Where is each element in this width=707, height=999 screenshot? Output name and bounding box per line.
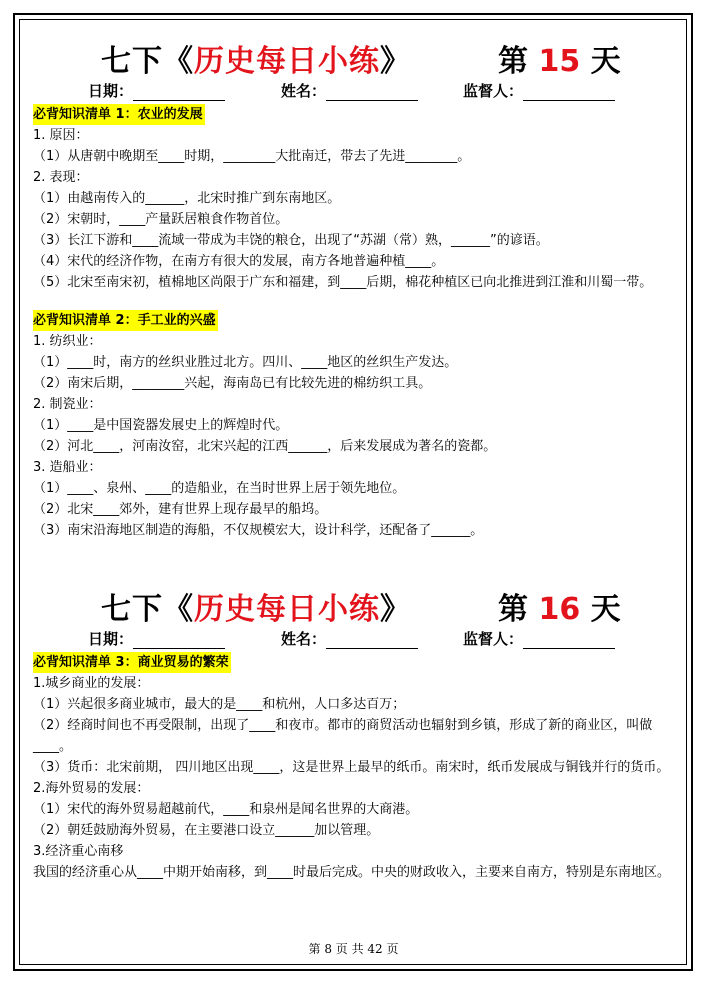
day-15-info-row [33,80,675,104]
date-label: 日期： [88,630,134,648]
day-label [498,584,621,628]
day-label [498,36,621,80]
text-line: （1）____是中国瓷器发展史上的辉煌时代。 [33,418,289,433]
name-label: 姓名： [281,82,327,100]
text-line: （1）由越南传入的______，北宋时推广到东南地区。 [33,191,341,206]
title-prefix: 七下《 [101,592,194,627]
page-footer: 第 8 页 共 42 页 [308,942,399,956]
section-commerce [33,652,675,883]
day-number: 16 [538,592,581,627]
text-line: （2）河北____，河南汝窑，北宋兴起的江西______，后来发展成为著名的瓷都。 [33,439,497,454]
text-line: 2. 制瓷业： [33,397,102,412]
title-prefix: 七下《 [101,44,194,79]
text-line: （2）经商时间也不再受限制，出现了____和夜市。都市的商贸活动也辐射到乡镇，形成了新的商业区，叫做____。 [33,718,653,754]
supervisor-field[interactable] [463,628,615,649]
date-label: 日期： [88,82,134,100]
text-line: （2）北宋____郊外，建有世界上现存最早的船坞。 [33,502,328,517]
text-line: 1.城乡商业的发展： [33,676,150,691]
day-suffix: 天 [590,592,621,627]
name-blank[interactable] [326,84,418,101]
supervisor-field[interactable] [463,80,615,101]
text-line: 1. 纺织业： [33,334,102,349]
name-label: 姓名： [281,630,327,648]
day-suffix: 天 [590,44,621,79]
supervisor-blank[interactable] [523,632,615,649]
text-line: （1）从唐朝中晚期至____时期，________大批南迁，带去了先进________。 [33,149,471,164]
title-red: 历史每日小练 [194,592,380,627]
day-prefix: 第 [498,44,528,79]
name-field[interactable] [281,80,418,101]
text-line: （3）南宋沿海地区制造的海船，不仅规模宏大，设计科学，还配备了______。 [33,523,484,538]
title-red: 历史每日小练 [194,44,380,79]
text-line: 1. 原因： [33,128,89,143]
section-agriculture [33,104,675,293]
text-line: （1）兴起很多商业城市，最大的是____和杭州，人口多达百万； [33,697,406,712]
text-line: 2. 表现： [33,170,89,185]
text-line: 2.海外贸易的发展： [33,781,150,796]
title-suffix: 》 [380,44,411,79]
text-line: （1）宋代的海外贸易超越前代，____和泉州是闻名世界的大商港。 [33,802,419,817]
title-suffix: 》 [380,592,411,627]
text-line: （2）朝廷鼓励海外贸易，在主要港口设立______加以管理。 [33,823,380,838]
text-line: 我国的经济重心从____中期开始南移，到____时最后完成。中央的财政收入，主要来自南方，特别是东南地区。 [33,865,671,880]
day-16-info-row [33,628,675,652]
supervisor-label: 监督人： [463,82,524,100]
text-line: （5）北宋至南宋初，植棉地区尚限于广东和福建，到____后期，棉花种植区已向北推进到江淮和川蜀一带。 [33,275,653,290]
text-line: （2）宋朝时，____产量跃居粮食作物首位。 [33,212,289,227]
date-blank[interactable] [133,632,225,649]
worksheet-title [101,36,411,80]
date-field[interactable] [88,628,225,649]
day-prefix: 第 [498,592,528,627]
supervisor-blank[interactable] [523,84,615,101]
section-handicraft [33,310,675,541]
text-line: （3）货币：北宋前期， 四川地区出现____，这是世界上最早的纸币。南宋时，纸币发展成与铜钱并行的货币。 [33,760,670,775]
day-15-title-row [33,36,675,79]
text-line: （2）南宋后期，________兴起，海南岛已有比较先进的棉纺织工具。 [33,376,432,391]
text-line: （3）长江下游和____流域一带成为丰饶的粮仓，出现了“苏湖（常）熟，______”的谚语。 [33,233,549,248]
name-blank[interactable] [326,632,418,649]
name-field[interactable] [281,628,418,649]
text-line: 3. 造船业： [33,460,102,475]
text-line: （1）____、泉州、____的造船业，在当时世界上居于领先地位。 [33,481,406,496]
text-line: 3.经济重心南移 [33,844,124,859]
section-heading: 必背知识清单 2：手工业的兴盛 [33,310,218,331]
text-line: （4）宋代的经济作物，在南方有很大的发展，南方各地普遍种植____。 [33,254,445,269]
worksheet-title [101,584,411,628]
day-16-title-row [33,584,675,627]
date-field[interactable] [88,80,225,101]
day-number: 15 [538,44,581,79]
section-heading: 必背知识清单 1：农业的发展 [33,104,205,125]
date-blank[interactable] [133,84,225,101]
text-line: （1）____时，南方的丝织业胜过北方。四川、____地区的丝织生产发达。 [33,355,458,370]
supervisor-label: 监督人： [463,630,524,648]
section-heading: 必背知识清单 3：商业贸易的繁荣 [33,652,231,673]
